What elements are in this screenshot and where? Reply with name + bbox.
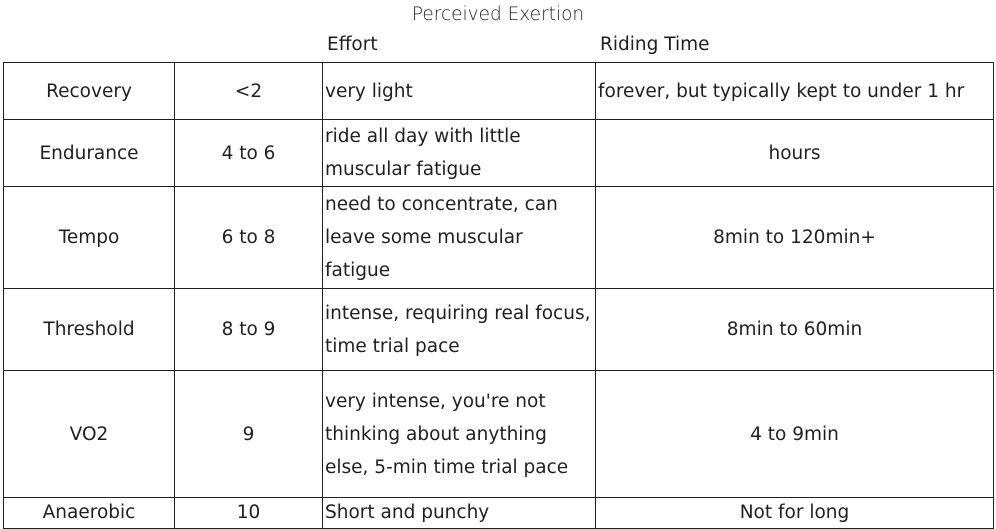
effort-cell: need to concentrate, can leave some muscular fatigue [323,187,596,289]
training-zones-table [3,62,994,529]
table-row [4,289,994,371]
column-header-effort: Effort [327,34,378,55]
table-row [4,63,994,120]
table-row [4,187,994,289]
table-row [4,498,994,529]
zone-name-cell: Threshold [4,289,175,371]
zone-name-cell: VO2 [4,371,175,498]
riding-time-cell: forever, but typically kept to under 1 hr [596,63,994,120]
riding-time-cell: 8min to 60min [596,289,994,371]
rpe-cell: <2 [175,63,323,120]
rpe-cell: 8 to 9 [175,289,323,371]
effort-cell: ride all day with little muscular fatigue [323,120,596,187]
effort-cell: Short and punchy [323,498,596,529]
effort-cell: intense, requiring real focus, time trial pace [323,289,596,371]
effort-cell: very light [323,63,596,120]
riding-time-cell: 4 to 9min [596,371,994,498]
zone-name-cell: Recovery [4,63,175,120]
riding-time-cell: 8min to 120min+ [596,187,994,289]
table-row [4,371,994,498]
rpe-cell: 10 [175,498,323,529]
zone-name-cell: Anaerobic [4,498,175,529]
rpe-cell: 4 to 6 [175,120,323,187]
zone-name-cell: Tempo [4,187,175,289]
effort-cell: very intense, you're not thinking about anything else, 5-min time trial pace [323,371,596,498]
column-header-riding-time: Riding Time [600,34,710,55]
rpe-cell: 6 to 8 [175,187,323,289]
zone-name-cell: Endurance [4,120,175,187]
riding-time-cell: Not for long [596,498,994,529]
table-row [4,120,994,187]
table-title: Perceived Exertion [411,4,585,25]
rpe-cell: 9 [175,371,323,498]
riding-time-cell: hours [596,120,994,187]
